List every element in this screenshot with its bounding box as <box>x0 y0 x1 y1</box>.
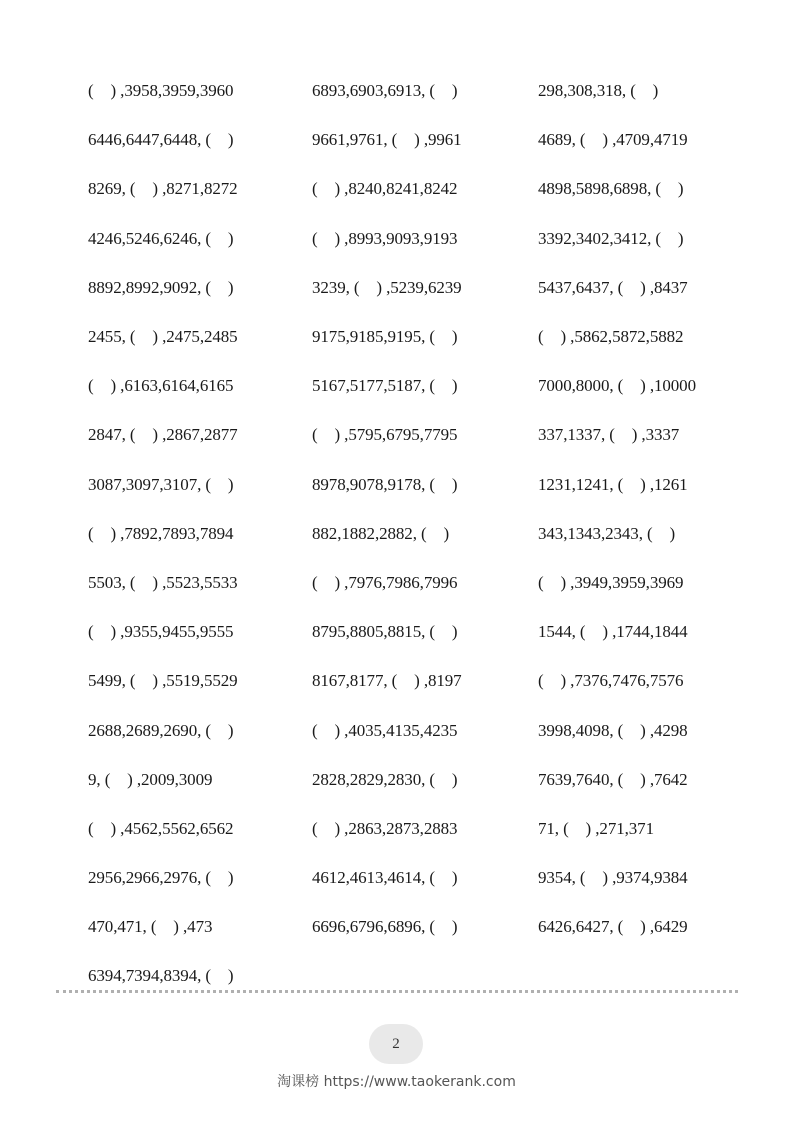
problem: 3239, ( ) ,5239,6239 <box>312 277 462 297</box>
problem-row <box>88 558 748 607</box>
problem: 3392,3402,3412, ( ) <box>538 228 684 248</box>
problem: 5503, ( ) ,5523,5533 <box>88 572 238 592</box>
problem: 2847, ( ) ,2867,2877 <box>88 425 238 445</box>
problem-row <box>88 312 748 361</box>
problem: ( ) ,3949,3959,3969 <box>538 572 684 592</box>
problem: 71, ( ) ,271,371 <box>538 818 654 838</box>
problem: 4898,5898,6898, ( ) <box>538 179 684 199</box>
problem: ( ) ,2863,2873,2883 <box>312 818 458 838</box>
page-number: 2 <box>392 1035 400 1052</box>
problem: 8978,9078,9178, ( ) <box>312 474 458 494</box>
problem: 7639,7640, ( ) ,7642 <box>538 769 688 789</box>
problem: 4689, ( ) ,4709,4719 <box>538 130 688 150</box>
dotted-divider <box>56 990 738 993</box>
problem: ( ) ,5862,5872,5882 <box>538 327 684 347</box>
problem: 882,1882,2882, ( ) <box>312 523 450 543</box>
problem: ( ) ,5795,6795,7795 <box>312 425 458 445</box>
problem: 8892,8992,9092, ( ) <box>88 277 234 297</box>
problem-row <box>88 755 748 804</box>
problem: 4612,4613,4614, ( ) <box>312 868 458 888</box>
problem-row <box>88 656 748 705</box>
problem-row <box>88 410 748 459</box>
problem: 9661,9761, ( ) ,9961 <box>312 130 462 150</box>
problem: 2455, ( ) ,2475,2485 <box>88 327 238 347</box>
problem: 343,1343,2343, ( ) <box>538 523 676 543</box>
problem: ( ) ,4035,4135,4235 <box>312 720 458 740</box>
problem: 6446,6447,6448, ( ) <box>88 130 234 150</box>
footer-source-text: 淘课榜 https://www.taokerank.com <box>277 1074 516 1090</box>
problem: 4246,5246,6246, ( ) <box>88 228 234 248</box>
problem-row <box>88 853 748 902</box>
problem: 2956,2966,2976, ( ) <box>88 868 234 888</box>
problem: ( ) ,4562,5562,6562 <box>88 818 234 838</box>
problem: 6893,6903,6913, ( ) <box>312 81 458 101</box>
problem-row <box>88 263 748 312</box>
problem: 2688,2689,2690, ( ) <box>88 720 234 740</box>
problem-row <box>88 361 748 410</box>
problem: 6426,6427, ( ) ,6429 <box>538 917 688 937</box>
problem: 3998,4098, ( ) ,4298 <box>538 720 688 740</box>
problem: 8269, ( ) ,8271,8272 <box>88 179 238 199</box>
problem-row <box>88 115 748 164</box>
page-number-badge <box>369 1024 423 1064</box>
problem-row <box>88 214 748 263</box>
problem: ( ) ,7892,7893,7894 <box>88 523 234 543</box>
problem: 1544, ( ) ,1744,1844 <box>538 622 688 642</box>
problem: 2828,2829,2830, ( ) <box>312 769 458 789</box>
problem: 5167,5177,5187, ( ) <box>312 376 458 396</box>
problem: 337,1337, ( ) ,3337 <box>538 425 680 445</box>
problem: ( ) ,8240,8241,8242 <box>312 179 458 199</box>
problem: 298,308,318, ( ) <box>538 81 659 101</box>
problem: 8167,8177, ( ) ,8197 <box>312 671 462 691</box>
problem: 1231,1241, ( ) ,1261 <box>538 474 688 494</box>
problem: 470,471, ( ) ,473 <box>88 917 213 937</box>
problem-row <box>88 509 748 558</box>
problem: 9, ( ) ,2009,3009 <box>88 769 213 789</box>
problem: ( ) ,9355,9455,9555 <box>88 622 234 642</box>
problem: 9354, ( ) ,9374,9384 <box>538 868 688 888</box>
problem-row <box>88 902 748 951</box>
problem: ( ) ,6163,6164,6165 <box>88 376 234 396</box>
problem-row <box>88 66 748 115</box>
problem-row <box>88 607 748 656</box>
worksheet <box>88 66 748 1001</box>
problem: ( ) ,7976,7986,7996 <box>312 572 458 592</box>
problem-row <box>88 460 748 509</box>
problem: 6394,7394,8394, ( ) <box>88 966 234 986</box>
problem: 9175,9185,9195, ( ) <box>312 327 458 347</box>
problem: ( ) ,8993,9093,9193 <box>312 228 458 248</box>
problem: 7000,8000, ( ) ,10000 <box>538 376 696 396</box>
problem: ( ) ,7376,7476,7576 <box>538 671 684 691</box>
problem: 8795,8805,8815, ( ) <box>312 622 458 642</box>
problem: 5499, ( ) ,5519,5529 <box>88 671 238 691</box>
problem-row <box>88 164 748 213</box>
problem: 3087,3097,3107, ( ) <box>88 474 234 494</box>
problem: 6696,6796,6896, ( ) <box>312 917 458 937</box>
problem: ( ) ,3958,3959,3960 <box>88 81 234 101</box>
problem: 5437,6437, ( ) ,8437 <box>538 277 688 297</box>
problem-row <box>88 804 748 853</box>
problem-row <box>88 951 748 1000</box>
problem-row <box>88 705 748 754</box>
